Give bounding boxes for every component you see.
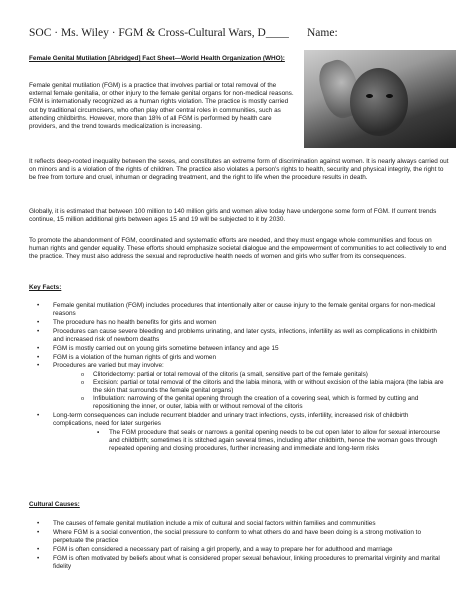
course-title: SOC · Ms. Wiley · FGM & Cross-Cultural Wars, D____ bbox=[29, 27, 289, 39]
list-item: • FGM is often motivated by beliefs about what is considered proper sexual behaviour, linking procedures to premarital virginity and marital fidelity bbox=[29, 555, 449, 571]
list-item: • The causes of female genital mutilation include a mix of cultural and social factors within families and communities bbox=[29, 520, 449, 528]
key-facts-list bbox=[29, 302, 449, 454]
procedure-types-list bbox=[53, 371, 449, 412]
name-field-label[interactable]: Name: bbox=[307, 27, 338, 39]
long-term-sub-list bbox=[53, 429, 449, 454]
sub-list-item: o Infibulation: narrowing of the genital opening through the creation of a covering seal, which is formed by cutting and repositioning the inner, or outer, labia with or without removal of the clitoris bbox=[53, 395, 449, 411]
photo-eye-shape bbox=[366, 94, 373, 98]
list-item-text: • Procedures are varied but may involve: bbox=[53, 362, 164, 370]
cultural-causes-list bbox=[29, 520, 449, 572]
list-item: • FGM is mostly carried out on young girls sometime between infancy and age 15 bbox=[29, 345, 449, 353]
sub-list-item: o Clitoridectomy: partial or total removal of the clitoris (a small, sensitive part of the female genitals) bbox=[53, 371, 449, 379]
page-header bbox=[29, 27, 449, 43]
abandonment-paragraph: To promote the abandonment of FGM, coordinated and systematic efforts are needed, and they must engage whole communities and focus on human rights and gender equality. These efforts should emphasize societal dialogue and the empowerment of communities to act collectively to end the practice. They must also address the sexual and reproductive health needs of women and girls who suffer from its consequences. bbox=[29, 237, 447, 261]
list-item: • Female genital mutilation (FGM) includes procedures that intentionally alter or cause injury to the female genital organs for non-medical reasons bbox=[29, 302, 449, 318]
sub-list-item: ▪ The FGM procedure that seals or narrows a genital opening needs to be cut open later to allow for sexual intercourse and childbirth; sometimes it is stitched again several times, including after childbirth, hence the woman goes through repeated opening and closing procedures, further increasing and immediate and long-term risks bbox=[53, 429, 449, 454]
list-item bbox=[29, 362, 449, 411]
intro-paragraph: Female genital mutilation (FGM) is a practice that involves partial or total removal of the external female genitalia, or other injury to the female genital organs for non-medical reasons. FGM is internationally recognized as a human rights violation. The practice is mostly carried out by traditional circumcisers, who often play other central roles in communities, such as attending childbirths. However, more than 18% of all FGM is performed by health care providers, and the trend towards medicalization is increasing. bbox=[29, 82, 294, 131]
list-item-text: • Long-term consequences can include recurrent bladder and urinary tract infections, cysts, infertility, increased risk of childbirth complications, need for later surgeries bbox=[53, 412, 409, 428]
list-item: • FGM is a violation of the human rights of girls and women bbox=[29, 354, 449, 362]
list-item: • Procedures can cause severe bleeding and problems urinating, and later cysts, infections, infertility as well as complications in childbirth and increased risk of newborn deaths bbox=[29, 328, 449, 344]
list-item: • FGM is often considered a necessary part of raising a girl properly, and a way to prepare her for adulthood and marriage bbox=[29, 546, 449, 554]
list-item: • Where FGM is a social convention, the social pressure to conform to what others do and have been doing is a strong motivation to perpetuate the practice bbox=[29, 529, 449, 545]
fact-sheet-title: Female Genital Mutilation [Abridged] Fact Sheet—World Health Organization (WHO): bbox=[29, 55, 285, 62]
global-estimate-paragraph: Globally, it is estimated that between 100 million to 140 million girls and women alive today have undergone some form of FGM. If current trends continue, 15 million additional girls between ages 15 and 19 will be subjected to it by 2030. bbox=[29, 208, 437, 224]
child-photo bbox=[304, 50, 456, 148]
list-item bbox=[29, 412, 449, 453]
list-item: • The procedure has no health benefits for girls and women bbox=[29, 319, 449, 327]
cultural-causes-heading: Cultural Causes: bbox=[29, 501, 80, 508]
photo-face-shape bbox=[350, 68, 408, 136]
inequality-paragraph: It reflects deep-rooted inequality between the sexes, and constitutes an extreme form of discrimination against women. It is nearly always carried out on minors and is a violation of the rights of children. The practice also violates a person's rights to health, security and physical integrity, the right to be free from torture and cruel, inhuman or degrading treatment, and the right to life when the procedure results in death. bbox=[29, 158, 449, 182]
key-facts-heading: Key Facts: bbox=[29, 284, 62, 291]
sub-list-item: o Excision: partial or total removal of the clitoris and the labia minora, with or without excision of the labia majora (the labia are the skin that surrounds the female genital organs) bbox=[53, 379, 449, 395]
photo-eye-shape bbox=[386, 94, 393, 98]
